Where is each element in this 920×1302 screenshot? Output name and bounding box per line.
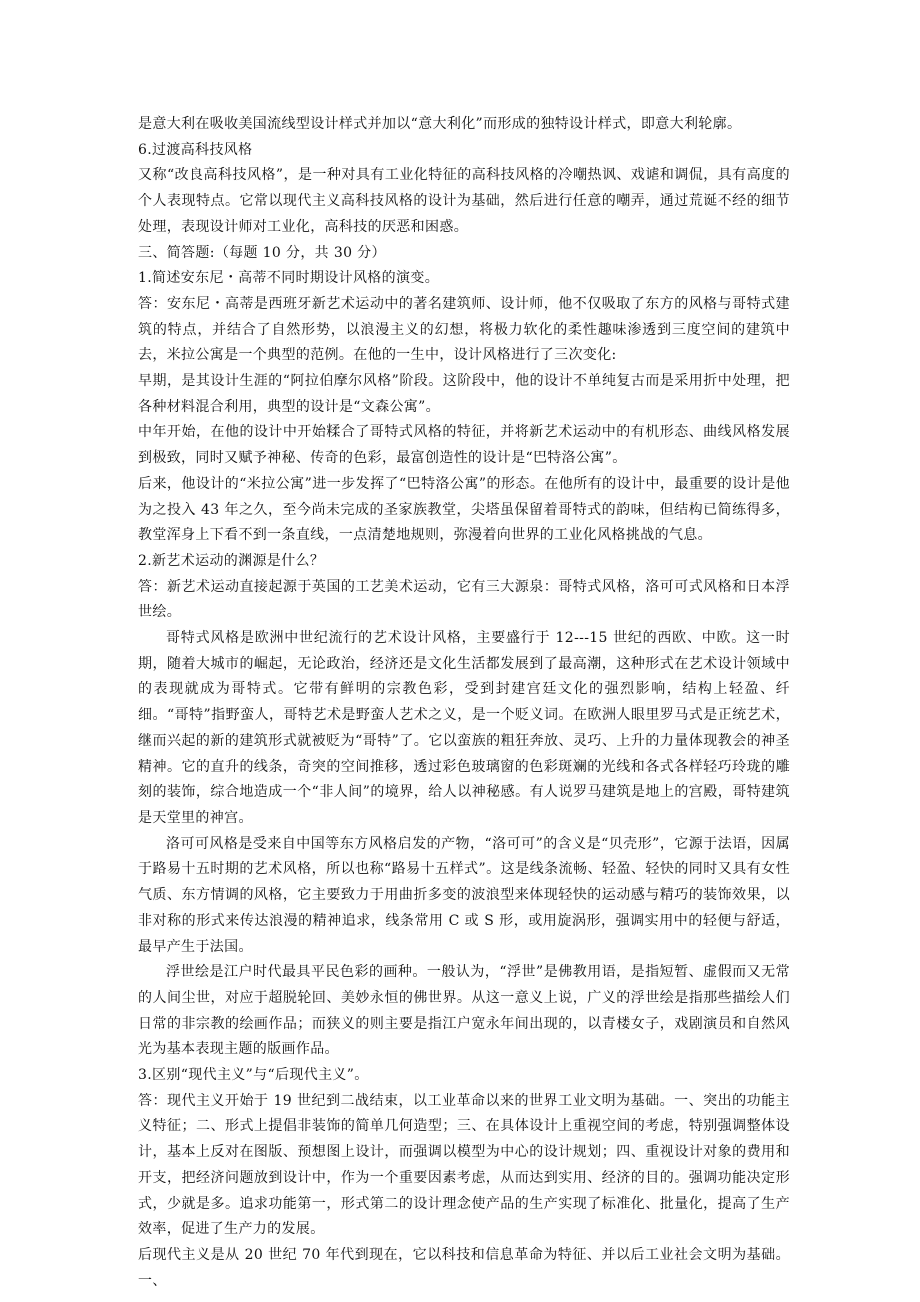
paragraph: 后来，他设计的“米拉公寓”进一步发挥了“巴特洛公寓”的形态。在他所有的设计中，最重要的设计是他为之投入 43 年之久，至今尚未完成的圣家族教堂，尖塔虽保留着哥特式的韵味，但结构已简练得多，教堂浑身上下看不到一条直线，一点清楚地规则，弥漫着向世界的工业化风格挑战的气息。 [138, 475, 790, 544]
paragraph: 洛可可风格是受来自中国等东方风格启发的产物，“洛可可”的含义是“贝壳形”，它源于法语，因属于路易十五时期的艺术风格，所以也称“路易十五样式”。这是线条流畅、轻盈、轻快的同时又具有女性气质、东方情调的风格，它主要致力于用曲折多变的波浪型来体现轻快的运动感与精巧的装饰效果，以非对称的形式来传达浪漫的精神追求，线条常用 C 或 S 形，或用旋涡形，强调实用中的轻便与舒适，最早产生于法国。 [138, 835, 790, 955]
paragraph: 后现代主义是从 20 世纪 70 年代到现在，它以科技和信息革命为特征、并以后工业社会文明为基础。一、 [138, 1246, 790, 1289]
paragraph: 哥特式风格是欧洲中世纪流行的艺术设计风格，主要盛行于 12---15 世纪的西欧、中欧。这一时期，随着大城市的崛起，无论政治，经济还是文化生活都发展到了最高潮，这种形式在艺术设计领域中的表现就成为哥特式。它带有鲜明的宗教色彩，受到封建宫廷文化的强烈影响，结构上轻盈、纤细。“哥特”指野蛮人，哥特艺术是野蛮人艺术之义，是一个贬义词。在欧洲人眼里罗马式是正统艺术，继而兴起的新的建筑形式就被贬为“哥特”了。它以蛮族的粗狂奔放、灵巧、上升的力量体现教会的神圣精神。它的直升的线条，奇突的空间推移，透过彩色玻璃窗的色彩斑斓的光线和各式各样轻巧玲珑的雕刻的装饰，综合地造成一个“非人间”的境界，给人以神秘感。有人说罗马建筑是地上的宫殿，哥特建筑是天堂里的神宫。 [138, 630, 790, 826]
document-body [138, 112, 790, 1294]
paragraph: 中年开始，在他的设计中开始糅合了哥特式风格的特征，并将新艺术运动中的有机形态、曲线风格发展到极致，同时又赋予神秘、传奇的色彩，最富创造性的设计是“巴特洛公寓”。 [138, 424, 790, 467]
question-heading: 1.简述安东尼・高蒂不同时期设计风格的演变。 [138, 270, 440, 287]
section-heading: 三、简答题:（每题 10 分，共 30 分） [138, 244, 386, 261]
paragraph: 答：新艺术运动直接起源于英国的工艺美术运动，它有三大源泉：哥特式风格，洛可可式风格和日本浮世绘。 [138, 578, 790, 621]
paragraph: 答：现代主义开始于 19 世纪到二战结束，以工业革命以来的世界工业文明为基础。一、突出的功能主义特征；二、形式上提倡非装饰的简单几何造型；三、在具体设计上重视空间的考虑，特别强调整体设计，基本上反对在图版、预想图上设计，而强调以模型为中心的设计规划；四、重视设计对象的费用和开支，把经济问题放到设计中，作为一个重要因素考虑，从而达到实用、经济的目的。强调功能决定形式，少就是多。追求功能第一，形式第二的设计理念使产品的生产实现了标准化、批量化，提高了生产效率，促进了生产力的发展。 [138, 1092, 790, 1238]
section-heading: 6.过渡高科技风格 [138, 141, 253, 158]
paragraph: 浮世绘是江户时代最具平民色彩的画种。一般认为，“浮世”是佛教用语，是指短暂、虚假而又无常的人间尘世，对应于超脱轮回、美妙永恒的佛世界。从这一意义上说，广义的浮世绘是指那些描绘人们日常的非宗教的绘画作品；而狭义的则主要是指江户宽永年间出现的，以青楼女子，戏剧演员和自然风光为基本表现主题的版画作品。 [138, 964, 790, 1058]
paragraph: 又称“改良高科技风格”，是一种对具有工业化特征的高科技风格的冷嘲热讽、戏谑和调侃，具有高度的个人表现特点。它常以现代主义高科技风格的设计为基础，然后进行任意的嘲弄，通过荒诞不经的细节处理，表现设计师对工业化，高科技的厌恶和困惑。 [138, 167, 790, 235]
paragraph: 是意大利在吸收美国流线型设计样式并加以“意大利化”而形成的独特设计样式，即意大利轮廓。 [138, 116, 742, 132]
paragraph: 早期，是其设计生涯的“阿拉伯摩尔风格”阶段。这阶段中，他的设计不单纯复古而是采用折中处理，把各种材料混合利用，典型的设计是“文森公寓”。 [138, 373, 790, 415]
question-heading: 2.新艺术运动的渊源是什么？ [138, 552, 325, 569]
question-heading: 3.区别“现代主义”与“后现代主义”。 [138, 1067, 369, 1084]
paragraph: 答：安东尼・高蒂是西班牙新艺术运动中的著名建筑师、设计师，他不仅吸取了东方的风格与哥特式建筑的特点，并结合了自然形势，以浪漫主义的幻想，将极力软化的柔性趣味渗透到三度空间的建筑中去，米拉公寓是一个典型的范例。在他的一生中，设计风格进行了三次变化: [138, 295, 790, 364]
